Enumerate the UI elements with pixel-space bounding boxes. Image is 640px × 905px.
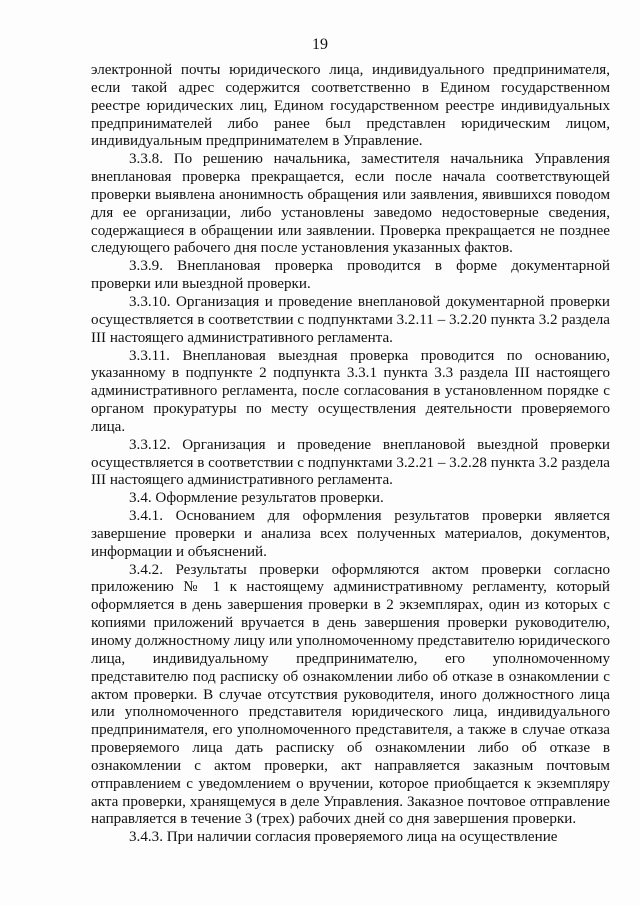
paragraph-3-3-12: 3.3.12. Организация и проведение внеплановой выездной проверки осуществляется в соответствии с подпунктами 3.2.21 – 3.2.28 пункта 3.2 раздела III настоящего административного регламента.: [91, 436, 610, 489]
paragraph-3-3-8: 3.3.8. По решению начальника, заместителя начальника Управления внеплановая проверка прекращается, если после начала соответствующей проверки выявлена анонимность обращения или заявления, явившихся поводом для ее организации, либо установлены заведомо недостоверные сведения, содержащиеся в обращении или заявлении. Проверка прекращается не позднее следующего рабочего дня после установления указанных фактов.: [91, 151, 610, 257]
paragraph-3-3-11: 3.3.11. Внеплановая выездная проверка проводится по основанию, указанному в подпункте 2 подпункта 3.3.1 пункта 3.3 раздела III настоящего административного регламента, после согласования в установленном порядке с органом прокуратуры по месту осуществления деятельности проверяемого лица.: [91, 347, 610, 435]
page-number: 19: [312, 36, 328, 53]
paragraph-3-4-2: 3.4.2. Результаты проверки оформляются актом проверки согласно приложению № 1 к настоящему административному регламенту, который оформляется в день завершения проверки в 2 экземплярах, один из которых с копиями приложений вручается в день завершения проверки руководителю, иному должностному лицу или уполномоченному представителю юридического лица, индивидуальному предпринимателю, его уполномоченному представителю под расписку об ознакомлении либо об отказе в ознакомлении с актом проверки. В случае отсутствия руководителя, иного должностного лица или уполномоченного представителя юридического лица, индивидуального предпринимателя, его уполномоченного представителя, а также в случае отказа проверяемого лица дать расписку об ознакомлении либо об отказе в ознакомлении с актом проверки, акт направляется заказным почтовым отправлением с уведомлением о вручении, которое приобщается к экземпляру акта проверки, хранящемуся в деле Управления. Заказное почтовое отправление направляется в течение 3 (трех) рабочих дней со дня завершения проверки.: [91, 561, 610, 828]
section-heading-3-4: 3.4. Оформление результатов проверки.: [129, 490, 384, 507]
paragraph-continuation: электронной почты юридического лица, индивидуального предпринимателя, если такой адрес содержится соответственно в Едином государственном реестре юридических лиц, Едином государственном реестре индивидуальных предпринимателей либо ранее был представлен юридическим лицом, индивидуальным предпринимателем в Управление.: [91, 62, 610, 150]
paragraph-3-4-3: 3.4.3. При наличии согласия проверяемого лица на осуществление: [129, 829, 558, 846]
paragraph-3-3-10: 3.3.10. Организация и проведение внеплановой документарной проверки осуществляется в соответствии с подпунктами 3.2.11 – 3.2.20 пункта 3.2 раздела III настоящего административного регламента.: [91, 293, 610, 346]
paragraph-3-3-9: 3.3.9. Внеплановая проверка проводится в форме документарной проверки или выездной проверки.: [91, 258, 610, 293]
document-body: [91, 62, 610, 847]
paragraph-3-4-1: 3.4.1. Основанием для оформления результатов проверки является завершение проверки и анализа всех полученных материалов, документов, информации и объяснений.: [91, 508, 610, 560]
